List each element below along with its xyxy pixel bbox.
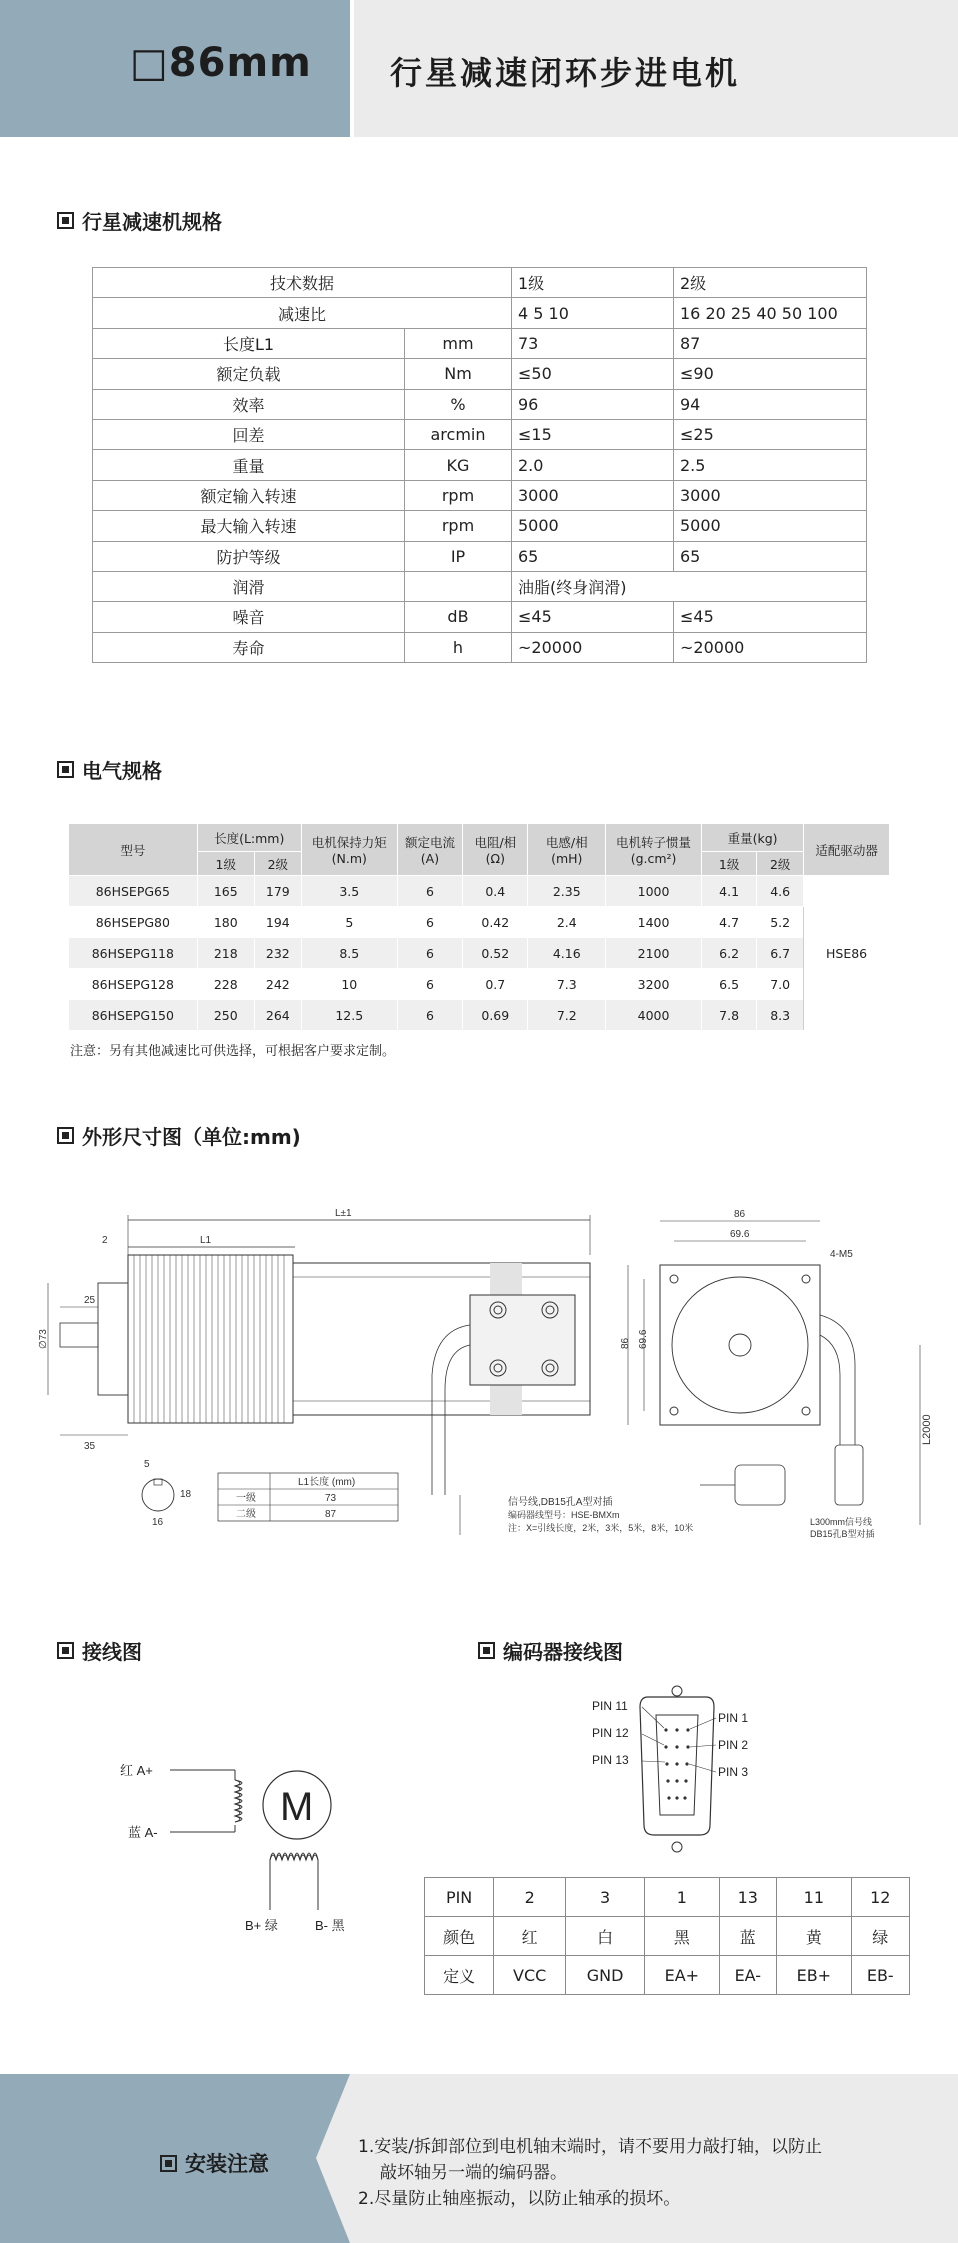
pin-label: PIN 1 <box>718 1711 749 1725</box>
table-cell: 250 <box>197 1000 254 1031</box>
table-cell: EA- <box>719 1956 777 1995</box>
dim-label-L1: L1 <box>200 1235 212 1246</box>
table-row <box>93 389 867 419</box>
dim-label-73: ∅73 <box>38 1329 49 1349</box>
electrical-spec-table <box>68 823 890 1031</box>
table-cell: VCC <box>494 1956 566 1995</box>
table-cell: 10 <box>301 969 397 1000</box>
section-label: 接线图 <box>82 1640 142 1664</box>
note-line: 2.尽量防止轴座振动，以防止轴承的损坏。 <box>358 2189 681 2209</box>
wire-label-a-minus: 蓝 A- <box>128 1825 158 1840</box>
table-cell: 白 <box>566 1917 645 1956</box>
table-cell: 1 <box>645 1878 719 1917</box>
table-cell: 11 <box>777 1878 851 1917</box>
table-cell: 3000 <box>512 480 674 510</box>
section-encoder-title <box>478 1636 623 1665</box>
table-cell: 242 <box>254 969 301 1000</box>
dim-label-L: L±1 <box>335 1208 352 1219</box>
table-cell: EA+ <box>645 1956 719 1995</box>
table-row <box>93 268 867 298</box>
table-cell: 6 <box>397 907 462 938</box>
table-cell: 180 <box>197 907 254 938</box>
table-cell: ≤45 <box>674 602 867 632</box>
table-cell: IP <box>405 541 512 571</box>
table-cell: 87 <box>674 328 867 358</box>
table-cell: 3.5 <box>301 876 397 907</box>
table-row <box>69 969 890 1000</box>
section-label: 安装注意 <box>185 2152 269 2176</box>
table-cell: 65 <box>512 541 674 571</box>
table-cell: Nm <box>405 359 512 389</box>
table-cell: dB <box>405 602 512 632</box>
table-cell: % <box>405 389 512 419</box>
column-header: 电机保持力矩(N.m) <box>301 824 397 876</box>
table-cell: 2.5 <box>674 450 867 480</box>
pin-label: PIN 3 <box>718 1765 749 1779</box>
table-cell: 0.69 <box>463 1000 528 1031</box>
dim-label-35: 35 <box>84 1441 96 1452</box>
table-cell: 218 <box>197 938 254 969</box>
db15-connector-diagram <box>580 1685 780 1865</box>
table-cell: h <box>405 632 512 662</box>
table-cell: 86HSEPG150 <box>69 1000 198 1031</box>
table-cell: 6.5 <box>702 969 757 1000</box>
dim-label-l2000: L2000 <box>921 1414 933 1445</box>
table-cell: L1长度 (mm) <box>298 1477 356 1488</box>
table-cell: 3000 <box>674 480 867 510</box>
table-cell: 额定负载 <box>93 359 405 389</box>
dim-label-4-m5: 4-M5 <box>830 1249 853 1260</box>
pin-label: PIN 2 <box>718 1738 749 1752</box>
gearbox-spec-table <box>92 267 867 663</box>
table-cell: 87 <box>325 1509 337 1520</box>
table-cell: ~20000 <box>512 632 674 662</box>
table-cell: 86HSEPG65 <box>69 876 198 907</box>
table-cell: 4.7 <box>702 907 757 938</box>
dimension-drawing <box>40 1195 940 1555</box>
dim-label-86-vertical: 86 <box>620 1337 631 1349</box>
table-cell: 86HSEPG118 <box>69 938 198 969</box>
table-cell: 96 <box>512 389 674 419</box>
table-cell: 6 <box>397 1000 462 1031</box>
bullet-square-icon <box>57 1642 74 1659</box>
table-row <box>93 602 867 632</box>
table-cell: 2.4 <box>528 907 606 938</box>
table-cell: 4.1 <box>702 876 757 907</box>
table-cell: 2 <box>494 1878 566 1917</box>
section-wiring-title <box>57 1636 142 1665</box>
table-cell <box>405 571 512 601</box>
table-row <box>425 1917 910 1956</box>
table-cell: 绿 <box>851 1917 909 1956</box>
dim-label-5: 5 <box>144 1459 150 1470</box>
table-cell: 165 <box>197 876 254 907</box>
section-electrical-title <box>57 755 162 784</box>
table-cell: 黑 <box>645 1917 719 1956</box>
table-cell: 油脂(终身润滑) <box>512 571 867 601</box>
table-row <box>69 1000 890 1031</box>
table-row <box>93 480 867 510</box>
table-cell: ~20000 <box>674 632 867 662</box>
table-cell: 一级 <box>236 1493 256 1504</box>
table-cell: 二级 <box>236 1509 256 1520</box>
section-label: 行星减速机规格 <box>82 210 222 234</box>
driver-cell: HSE86 <box>804 876 890 1031</box>
table-cell: 5000 <box>512 511 674 541</box>
table-cell: ≤50 <box>512 359 674 389</box>
table-cell: 4.16 <box>528 938 606 969</box>
table-cell: PIN <box>425 1878 494 1917</box>
table-cell: 防护等级 <box>93 541 405 571</box>
table-cell: 7.8 <box>702 1000 757 1031</box>
table-cell: GND <box>566 1956 645 1995</box>
table-cell: 264 <box>254 1000 301 1031</box>
table-cell: mm <box>405 328 512 358</box>
table-cell: 黄 <box>777 1917 851 1956</box>
table-cell: 减速比 <box>93 298 512 328</box>
table-cell: 228 <box>197 969 254 1000</box>
table-cell: 7.2 <box>528 1000 606 1031</box>
column-header: 电感/相(mH) <box>528 824 606 876</box>
table-cell: 6.7 <box>757 938 804 969</box>
motor-symbol: M <box>280 1785 314 1829</box>
dim-label-2: 2 <box>102 1235 108 1246</box>
table-cell: 寿命 <box>93 632 405 662</box>
table-row <box>93 632 867 662</box>
signal-note: 编码器线型号：HSE-BMXm <box>508 1510 620 1520</box>
table-cell: 效率 <box>93 389 405 419</box>
table-cell: 4 5 10 <box>512 298 674 328</box>
signal-note: DB15孔B型对插 <box>810 1529 875 1539</box>
table-cell: 长度L1 <box>93 328 405 358</box>
table-cell: 重量 <box>93 450 405 480</box>
table-cell: 技术数据 <box>93 268 512 298</box>
table-cell: 红 <box>494 1917 566 1956</box>
table-cell: 8.3 <box>757 1000 804 1031</box>
install-notes-panel <box>0 2074 958 2243</box>
table-cell: 73 <box>512 328 674 358</box>
table-cell: 179 <box>254 876 301 907</box>
note-line: 敲坏轴另一端的编码器。 <box>380 2163 567 2183</box>
model-size: □86mm <box>130 40 312 86</box>
table-cell: 6.2 <box>702 938 757 969</box>
table-header-row <box>69 824 890 852</box>
table-cell: KG <box>405 450 512 480</box>
section-label: 电气规格 <box>82 759 162 783</box>
table-cell: 1400 <box>606 907 702 938</box>
coil-a <box>235 1780 242 1822</box>
table-cell: 5.2 <box>757 907 804 938</box>
wire-label-b-minus: B- 黑 <box>315 1918 345 1933</box>
product-title: 行星减速闭环步进电机 <box>390 54 741 92</box>
table-cell: 蓝 <box>719 1917 777 1956</box>
table-cell: 73 <box>325 1493 337 1504</box>
table-row <box>93 541 867 571</box>
column-header: 长度(L:mm) <box>197 824 301 852</box>
table-row <box>69 938 890 969</box>
dim-label-25: 25 <box>84 1295 96 1306</box>
gearbox-ribs <box>134 1255 284 1423</box>
table-cell: 颜色 <box>425 1917 494 1956</box>
table-cell: ≤90 <box>674 359 867 389</box>
column-header: 型号 <box>69 824 198 876</box>
table-cell: 7.3 <box>528 969 606 1000</box>
signal-note: 注：X=引线长度，2米，3米，5米，8米，10米 <box>508 1523 694 1533</box>
table-cell: 0.52 <box>463 938 528 969</box>
table-cell: 94 <box>674 389 867 419</box>
bullet-square-icon <box>57 761 74 778</box>
column-header: 2级 <box>254 852 301 876</box>
table-cell: 0.4 <box>463 876 528 907</box>
encoder-pin-table <box>424 1877 910 1995</box>
bullet-square-icon <box>57 1127 74 1144</box>
table-cell: 0.42 <box>463 907 528 938</box>
column-header: 额定电流(A) <box>397 824 462 876</box>
pin-label: PIN 11 <box>592 1699 628 1713</box>
column-header: 1级 <box>197 852 254 876</box>
table-cell: 2.0 <box>512 450 674 480</box>
table-cell: 86HSEPG128 <box>69 969 198 1000</box>
table-row <box>93 328 867 358</box>
section-gearbox-title <box>57 206 222 235</box>
table-cell: arcmin <box>405 419 512 449</box>
table-cell: 2100 <box>606 938 702 969</box>
table-cell: 额定输入转速 <box>93 480 405 510</box>
table-row <box>93 511 867 541</box>
dim-label-86: 86 <box>734 1209 746 1220</box>
table-row <box>93 419 867 449</box>
table-cell: 13 <box>719 1878 777 1917</box>
install-notes-text <box>358 2134 878 2212</box>
signal-note: L300mm信号线 <box>810 1517 873 1527</box>
coil-b <box>270 1853 318 1860</box>
table-row <box>69 876 890 907</box>
table-cell: 6 <box>397 969 462 1000</box>
table-cell: 1级 <box>512 268 674 298</box>
table-cell: 7.0 <box>757 969 804 1000</box>
section-label: 外形尺寸图（单位:mm) <box>82 1125 301 1149</box>
table-cell: 噪音 <box>93 602 405 632</box>
table-cell: 回差 <box>93 419 405 449</box>
column-header: 电阻/相(Ω) <box>463 824 528 876</box>
table-cell: 3200 <box>606 969 702 1000</box>
column-header: 1级 <box>702 852 757 876</box>
table-cell: 194 <box>254 907 301 938</box>
table-cell: EB- <box>851 1956 909 1995</box>
table-cell: 8.5 <box>301 938 397 969</box>
table-cell: 12.5 <box>301 1000 397 1031</box>
table-cell: 0.7 <box>463 969 528 1000</box>
table-cell: ≤45 <box>512 602 674 632</box>
table-cell: 润滑 <box>93 571 405 601</box>
table-cell: 2级 <box>674 268 867 298</box>
column-header: 适配驱动器 <box>804 824 890 876</box>
table-cell: 5000 <box>674 511 867 541</box>
section-label: 编码器接线图 <box>503 1640 623 1664</box>
table-cell: 3 <box>566 1878 645 1917</box>
table-cell: EB+ <box>777 1956 851 1995</box>
bullet-square-icon <box>57 212 74 229</box>
column-header: 电机转子惯量(g.cm²) <box>606 824 702 876</box>
table-row <box>69 907 890 938</box>
table-cell: 1000 <box>606 876 702 907</box>
table-row <box>93 298 867 328</box>
table-cell: 4000 <box>606 1000 702 1031</box>
pin-label: PIN 13 <box>592 1753 629 1767</box>
l1-length-table <box>218 1473 398 1521</box>
wire-label-a-plus: 红 A+ <box>120 1763 153 1778</box>
dim-label-69-6: 69.6 <box>730 1229 750 1240</box>
table-row <box>93 571 867 601</box>
dim-label-16: 16 <box>152 1517 164 1528</box>
table-cell: ≤25 <box>674 419 867 449</box>
bullet-square-icon <box>160 2155 177 2172</box>
table-row <box>425 1878 910 1917</box>
table-row <box>93 450 867 480</box>
table-cell: rpm <box>405 511 512 541</box>
pin-label: PIN 12 <box>592 1726 629 1740</box>
table-cell: 6 <box>397 938 462 969</box>
table-cell: 6 <box>397 876 462 907</box>
table-cell: 5 <box>301 907 397 938</box>
wire-label-b-plus: B+ 绿 <box>245 1918 278 1933</box>
table-cell: ≤15 <box>512 419 674 449</box>
signal-note: 信号线,DB15孔A型对插 <box>508 1497 613 1508</box>
install-notes-title <box>160 2148 269 2178</box>
table-cell: 232 <box>254 938 301 969</box>
table-cell: 定义 <box>425 1956 494 1995</box>
table-cell: 86HSEPG80 <box>69 907 198 938</box>
bullet-square-icon <box>478 1642 495 1659</box>
table-cell: 12 <box>851 1878 909 1917</box>
table-cell: 最大输入转速 <box>93 511 405 541</box>
table-cell: 65 <box>674 541 867 571</box>
dim-label-18: 18 <box>180 1489 192 1500</box>
column-header: 重量(kg) <box>702 824 804 852</box>
section-dimensions-title <box>57 1121 301 1150</box>
note-line: 1.安装/拆卸部位到电机轴末端时，请不要用力敲打轴，以防止 <box>358 2137 822 2157</box>
table-row <box>425 1956 910 1995</box>
motor-wiring-diagram <box>90 1680 390 1940</box>
column-header: 2级 <box>757 852 804 876</box>
dim-label-69-6-vertical: 69.6 <box>638 1329 649 1349</box>
table-cell: 4.6 <box>757 876 804 907</box>
table-row <box>93 359 867 389</box>
table-cell: 2.35 <box>528 876 606 907</box>
electrical-note: 注意：另有其他减速比可供选择，可根据客户要求定制。 <box>70 1044 396 1059</box>
table-cell: 16 20 25 40 50 100 <box>674 298 867 328</box>
table-cell: rpm <box>405 480 512 510</box>
page-header <box>0 0 958 137</box>
